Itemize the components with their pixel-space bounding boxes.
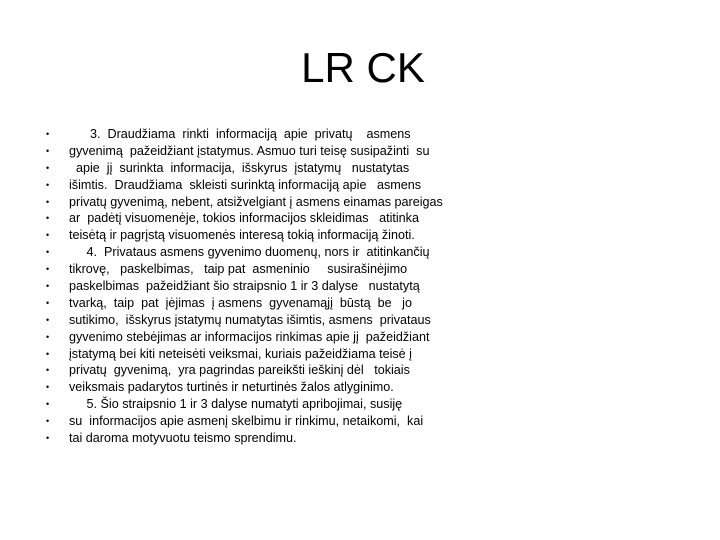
bullet-text: sutikimo, išskyrus įstatymų numatytas išimtis, asmens privataus	[69, 312, 431, 327]
bullet-line	[42, 278, 502, 295]
bullet-dot-icon: •	[46, 297, 50, 308]
bullet-text: privatų gyvenimą, yra pagrindas pareikšti ieškinį dėl tokiais	[69, 363, 410, 378]
bullet-text: 5. Šio straipsnio 1 ir 3 dalyse numatyti apribojimai, susiję	[69, 397, 403, 412]
bullet-text: išimtis. Draudžiama skleisti surinktą informaciją apie asmens	[69, 177, 422, 192]
bullet-line	[42, 329, 502, 346]
bullet-dot-icon: •	[46, 247, 50, 258]
bullet-dot-icon: •	[46, 196, 50, 207]
bullet-dot-icon: •	[46, 331, 50, 342]
bullet-line	[42, 413, 502, 430]
bullet-text: tikrovę, paskelbimas, taip pat asmeninio susirašinėjimo	[69, 262, 408, 277]
bullet-dot-icon: •	[46, 314, 50, 325]
bullet-text: 3. Draudžiama rinkti informaciją apie privatų asmens	[69, 127, 411, 141]
bullet-dot-icon: •	[46, 213, 50, 224]
bullet-line	[42, 244, 502, 261]
bullet-dot-icon: •	[46, 281, 50, 292]
bullet-dot-icon: •	[46, 264, 50, 275]
bullet-text: paskelbimas pažeidžiant šio straipsnio 1 ir 3 dalyse nustatytą	[69, 279, 420, 294]
bullet-line	[42, 227, 502, 244]
bullet-dot-icon: •	[46, 179, 50, 190]
bullet-line	[42, 312, 502, 329]
bullet-text: 4. Privataus asmens gyvenimo duomenų, nors ir atitinkančių	[69, 245, 430, 260]
bullet-dot-icon: •	[46, 399, 50, 410]
bullet-text: teisėtą ir pagrįstą visuomenės interesą tokią informaciją žinoti.	[69, 228, 415, 243]
bullet-text: apie jį surinkta informacija, išskyrus įstatymų nustatytas	[69, 160, 410, 175]
bullet-line	[42, 261, 502, 278]
bullet-dot-icon: •	[46, 433, 50, 444]
bullet-dot-icon: •	[46, 129, 50, 139]
bullet-dot-icon: •	[46, 230, 50, 241]
bullet-text: gyvenimo stebėjimas ar informacijos rinkimas apie jį pažeidžiant	[69, 329, 430, 344]
bullet-line	[42, 346, 502, 363]
bullet-dot-icon: •	[46, 416, 50, 427]
bullet-line	[42, 396, 502, 413]
bullet-text: tai daroma motyvuotu teismo sprendimu.	[69, 431, 297, 446]
bullet-dot-icon: •	[46, 382, 50, 393]
bullet-line	[42, 126, 502, 143]
bullet-dot-icon: •	[46, 365, 50, 376]
bullet-list	[42, 126, 502, 447]
bullet-line	[42, 362, 502, 379]
bullet-line	[42, 194, 502, 211]
bullet-text: įstatymą bei kiti neteisėti veiksmai, kuriais pažeidžiama teisė į	[69, 346, 412, 361]
bullet-line	[42, 177, 502, 194]
bullet-line	[42, 210, 502, 227]
bullet-text: ar padėtį visuomenėje, tokios informacijos skleidimas atitinka	[69, 211, 419, 226]
bullet-dot-icon: •	[46, 348, 50, 359]
bullet-text: su informacijos apie asmenį skelbimu ir rinkimu, netaikomi, kai	[69, 414, 424, 429]
bullet-text: tvarką, taip pat įėjimas į asmens gyvenamąjį būstą be jo	[69, 295, 412, 310]
bullet-line	[42, 160, 502, 177]
bullet-text: gyvenimą pažeidžiant įstatymus. Asmuo turi teisę susipažinti su	[69, 143, 430, 158]
bullet-text: privatų gyvenimą, nebent, atsižvelgiant į asmens einamas pareigas	[69, 194, 443, 209]
bullet-line	[42, 430, 502, 447]
slide-title: LR CK	[301, 44, 425, 91]
bullet-line	[42, 379, 502, 396]
bullet-dot-icon: •	[46, 162, 50, 173]
bullet-dot-icon: •	[46, 145, 50, 156]
bullet-line	[42, 295, 502, 312]
bullet-text: veiksmais padarytos turtinės ir neturtinės žalos atlyginimo.	[69, 380, 394, 395]
bullet-line	[42, 143, 502, 160]
